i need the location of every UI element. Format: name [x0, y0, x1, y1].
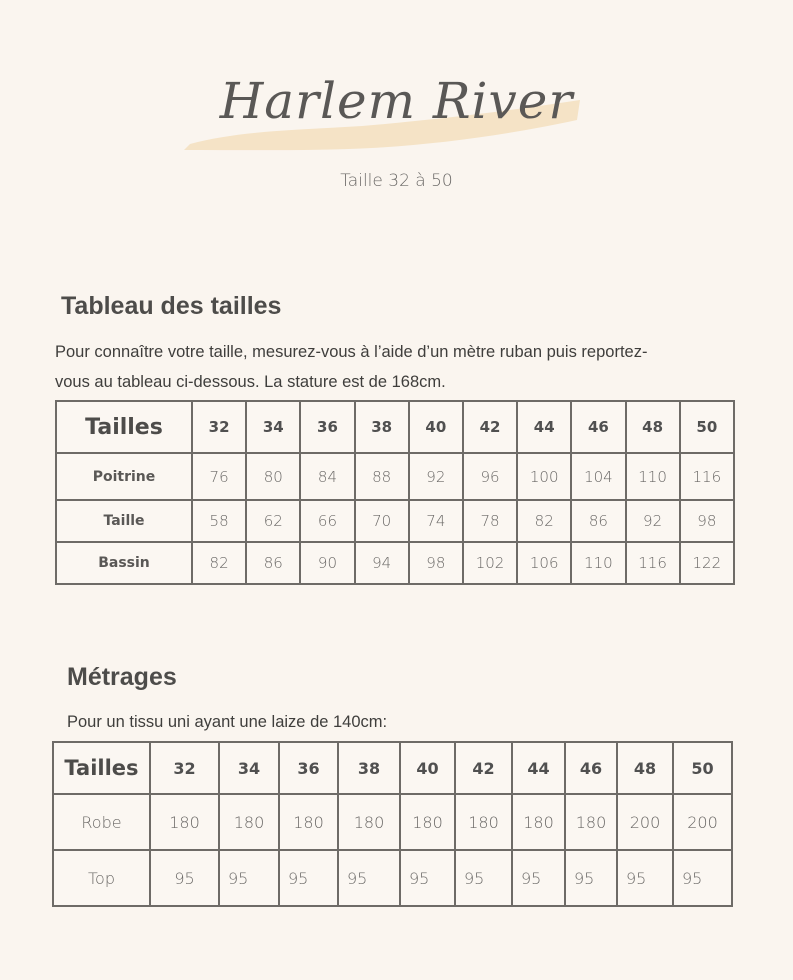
table-cell: 86 — [571, 500, 625, 542]
table-cell: 95 — [455, 850, 512, 906]
size-header: 36 — [300, 401, 354, 453]
table-cell: 180 — [279, 794, 338, 850]
table-cell: 92 — [409, 453, 463, 500]
table-cell: 180 — [150, 794, 219, 850]
size-header: 40 — [409, 401, 463, 453]
table-cell: 95 — [279, 850, 338, 906]
table-cell: 110 — [571, 542, 625, 584]
row-label: Taille — [56, 500, 192, 542]
table-cell: 82 — [192, 542, 246, 584]
size-chart-intro-line2: vous au tableau ci-dessous. La stature est de 168cm. — [55, 373, 446, 391]
row-label: Robe — [53, 794, 150, 850]
size-header: 42 — [463, 401, 517, 453]
size-header: 46 — [571, 401, 625, 453]
size-header: 32 — [192, 401, 246, 453]
table-cell: 200 — [673, 794, 732, 850]
table-cell: 116 — [626, 542, 680, 584]
table-cell: 95 — [673, 850, 732, 906]
table-cell: 78 — [463, 500, 517, 542]
row-label: Poitrine — [56, 453, 192, 500]
table-cell: 180 — [565, 794, 617, 850]
table-cell: 94 — [355, 542, 409, 584]
table-row — [56, 500, 734, 542]
table-cell: 200 — [617, 794, 673, 850]
size-header: 44 — [517, 401, 571, 453]
size-chart-heading: Tableau des tailles — [61, 292, 282, 320]
size-header: 34 — [246, 401, 300, 453]
table-cell: 76 — [192, 453, 246, 500]
table-row — [53, 850, 732, 906]
size-header: 48 — [626, 401, 680, 453]
table-cell: 90 — [300, 542, 354, 584]
table-cell: 74 — [409, 500, 463, 542]
size-header: 48 — [617, 742, 673, 794]
table-header-row — [53, 742, 732, 794]
table-row — [56, 453, 734, 500]
table-cell: 104 — [571, 453, 625, 500]
table-cell: 62 — [246, 500, 300, 542]
size-header: 32 — [150, 742, 219, 794]
yardage-intro: Pour un tissu uni ayant une laize de 140cm: — [67, 713, 388, 731]
table-cell: 102 — [463, 542, 517, 584]
table-cell: 66 — [300, 500, 354, 542]
size-header: 38 — [355, 401, 409, 453]
table-corner-cell: Tailles — [56, 401, 192, 453]
size-chart-intro-line1: Pour connaître votre taille, mesurez-vous à l’aide d’un mètre ruban puis reportez- — [55, 343, 648, 361]
size-chart-table — [55, 400, 735, 585]
table-cell: 88 — [355, 453, 409, 500]
row-label: Top — [53, 850, 150, 906]
yardage-table — [52, 741, 733, 907]
table-cell: 86 — [246, 542, 300, 584]
table-cell: 58 — [192, 500, 246, 542]
yardage-heading: Métrages — [67, 663, 177, 691]
table-cell: 96 — [463, 453, 517, 500]
table-cell: 180 — [338, 794, 400, 850]
table-row — [56, 542, 734, 584]
brand-title: Harlem River — [219, 72, 574, 130]
table-cell: 180 — [219, 794, 279, 850]
size-header: 50 — [680, 401, 734, 453]
size-header: 50 — [673, 742, 732, 794]
table-corner-cell: Tailles — [53, 742, 150, 794]
size-range-subtitle: Taille 32 à 50 — [340, 171, 453, 191]
table-cell: 122 — [680, 542, 734, 584]
table-cell: 84 — [300, 453, 354, 500]
size-header: 44 — [512, 742, 565, 794]
table-cell: 98 — [409, 542, 463, 584]
table-cell: 180 — [512, 794, 565, 850]
table-cell: 98 — [680, 500, 734, 542]
table-header-row — [56, 401, 734, 453]
size-header: 38 — [338, 742, 400, 794]
table-cell: 82 — [517, 500, 571, 542]
size-header: 46 — [565, 742, 617, 794]
size-header: 40 — [400, 742, 455, 794]
table-cell: 95 — [512, 850, 565, 906]
table-cell: 116 — [680, 453, 734, 500]
table-cell: 95 — [219, 850, 279, 906]
table-cell: 180 — [400, 794, 455, 850]
size-header: 42 — [455, 742, 512, 794]
table-cell: 95 — [338, 850, 400, 906]
table-cell: 95 — [150, 850, 219, 906]
row-label: Bassin — [56, 542, 192, 584]
table-cell: 110 — [626, 453, 680, 500]
table-row — [53, 794, 732, 850]
table-cell: 95 — [565, 850, 617, 906]
table-cell: 95 — [617, 850, 673, 906]
table-cell: 92 — [626, 500, 680, 542]
size-header: 36 — [279, 742, 338, 794]
table-cell: 80 — [246, 453, 300, 500]
size-header: 34 — [219, 742, 279, 794]
header — [0, 60, 793, 200]
table-cell: 100 — [517, 453, 571, 500]
table-cell: 180 — [455, 794, 512, 850]
table-cell: 95 — [400, 850, 455, 906]
table-cell: 70 — [355, 500, 409, 542]
table-cell: 106 — [517, 542, 571, 584]
